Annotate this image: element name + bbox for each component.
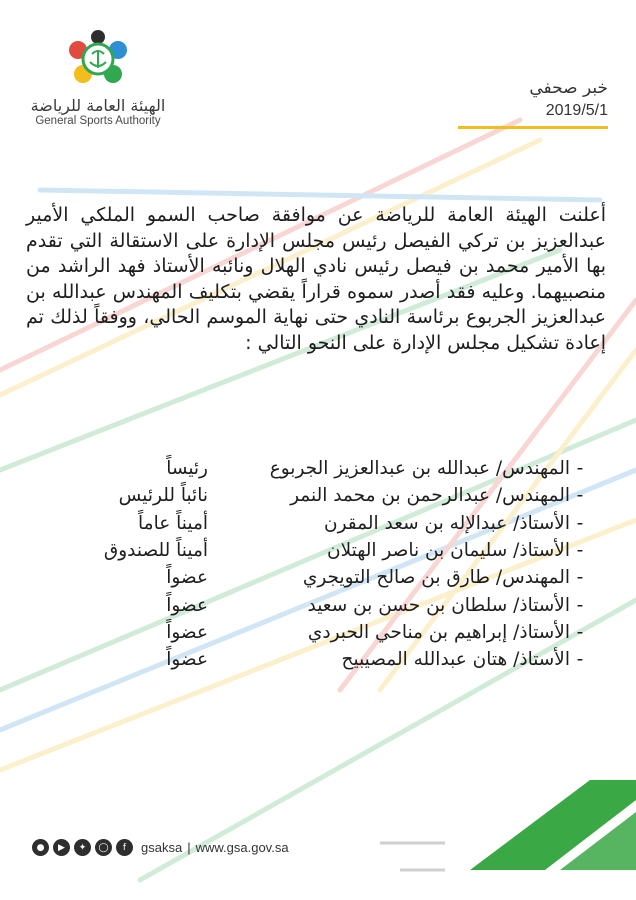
member-role: عضواً	[166, 594, 208, 616]
org-name-english: General Sports Authority	[35, 115, 161, 127]
social-handle[interactable]: gsaksa	[141, 840, 183, 855]
twitter-icon[interactable]: ✦	[74, 839, 91, 856]
list-item	[20, 646, 590, 673]
org-name-arabic: الهيئة العامة للرياضة	[30, 96, 166, 115]
member-name: المهندس/ عبدالرحمن بن محمد النمر	[290, 485, 570, 507]
header-underline	[458, 126, 608, 129]
list-item	[20, 591, 590, 618]
footer-separator: |	[187, 840, 191, 855]
list-dash: -	[576, 649, 584, 671]
youtube-icon[interactable]: ▶	[53, 839, 70, 856]
member-name: المهندس/ طارق بن صالح التويجري	[302, 567, 570, 589]
member-name: المهندس/ عبدالله بن عبدالعزيز الجربوع	[269, 458, 570, 480]
member-name: الأستاذ/ سليمان بن ناصر الهتلان	[327, 540, 570, 562]
member-name: الأستاذ/ عبدالإله بن سعد المقرن	[324, 512, 570, 534]
instagram-icon[interactable]: ◯	[95, 839, 112, 856]
press-release-header	[458, 78, 608, 129]
list-item	[20, 510, 590, 537]
snapchat-icon[interactable]: ●	[32, 839, 49, 856]
gsa-emblem-icon	[62, 28, 134, 94]
list-dash: -	[576, 594, 584, 616]
member-role: عضواً	[166, 621, 208, 643]
list-dash: -	[576, 512, 584, 534]
footer-social	[32, 839, 289, 856]
list-dash: -	[576, 621, 584, 643]
announcement-paragraph: أعلنت الهيئة العامة للرياضة عن موافقة صاحب السمو الملكي الأمير عبدالعزيز بن تركي الفيصل رئيس مجلس الإدارة على الاستقالة التي تقدم بها الأمير محمد بن فيصل رئيس نادي الهلال ونائبه الأستاذ فهد الراشد من منصبيهما. وعليه فقد أصدر سموه قراراً يقضي بتكليف المهندس عبدالله بن عبدالعزيز الجربوع برئاسة النادي حتى نهاية الموسم الحالي، ووفقاً لذلك تم إعادة تشكيل مجلس الإدارة على النحو التالي :	[26, 204, 606, 354]
gsa-logo	[28, 28, 188, 127]
list-item	[20, 537, 590, 564]
document-type: خبر صحفي	[529, 78, 608, 98]
facebook-icon[interactable]: f	[116, 839, 133, 856]
member-role: نائباً للرئيس	[118, 485, 208, 507]
website-link[interactable]: www.gsa.gov.sa	[195, 840, 289, 855]
member-name: الأستاذ/ هتان عبدالله المصيبيح	[341, 649, 570, 671]
member-role: عضواً	[166, 649, 208, 671]
release-date: 2019/5/1	[545, 102, 608, 119]
list-item	[20, 455, 590, 482]
member-role: رئيساً	[166, 458, 208, 480]
list-item	[20, 564, 590, 591]
member-role: أميناً عاماً	[138, 512, 208, 534]
list-item	[20, 619, 590, 646]
member-role: عضواً	[166, 567, 208, 589]
list-dash: -	[576, 567, 584, 589]
member-name: الأستاذ/ سلطان بن حسن بن سعيد	[307, 594, 570, 616]
board-members-list	[20, 455, 590, 673]
list-dash: -	[576, 458, 584, 480]
list-item	[20, 482, 590, 509]
list-dash: -	[576, 485, 584, 507]
member-name: الأستاذ/ إبراهيم بن مناحي الحبردي	[307, 621, 570, 643]
list-dash: -	[576, 540, 584, 562]
member-role: أميناً للصندوق	[103, 540, 208, 562]
